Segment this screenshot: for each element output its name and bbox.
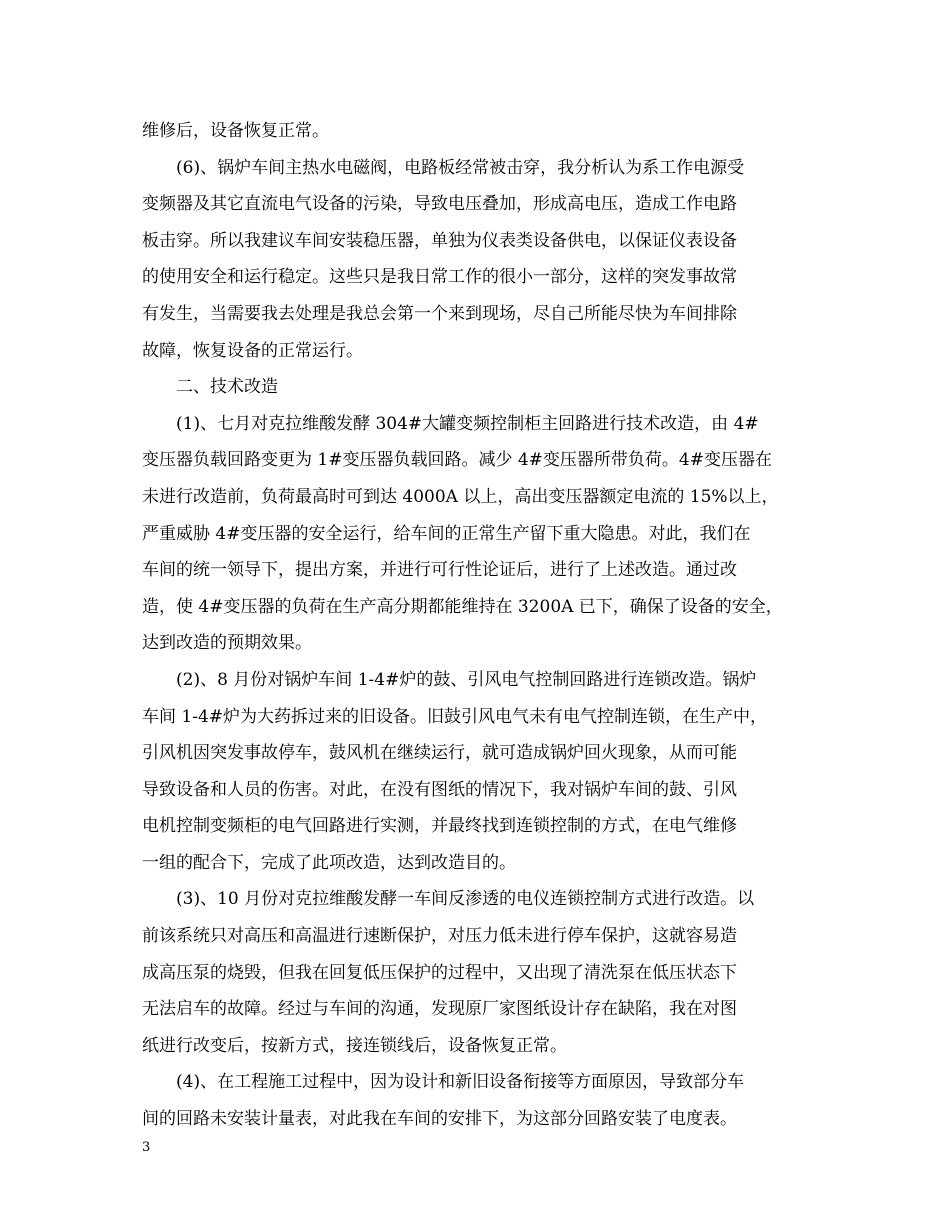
text-line: 无法启车的故障。经过与车间的沟通，发现原厂家图纸设计存在缺陷，我在对图 bbox=[142, 999, 737, 1020]
text-line: 维修后，设备恢复正常。 bbox=[142, 121, 329, 141]
section-heading: 二、技术改造 bbox=[176, 377, 278, 398]
text-line: 未进行改造前，负荷最高时可到达 4000A 以上，高出变压器额定电流的 15%以上， bbox=[142, 486, 779, 507]
text-line: 的使用安全和运行稳定。这些只是我日常工作的很小一部分，这样的突发事故常 bbox=[142, 267, 737, 288]
text-line: 达到改造的预期效果。 bbox=[142, 633, 312, 654]
text-line: 变压器负载回路变更为 1#变压器负载回路。减少 4#变压器所带负荷。4#变压器在 bbox=[142, 450, 772, 471]
document-body bbox=[142, 113, 822, 1138]
paragraph-line-3-start: (3)、10 月份对克拉维酸发酵一车间反渗透的电仪连锁控制方式进行改造。以 bbox=[176, 889, 755, 910]
text-line: 引风机因突发事故停车，鼓风机在继续运行，就可造成锅炉回火现象，从而可能 bbox=[142, 743, 737, 764]
paragraph-line-2-start: (2)、8 月份对锅炉车间 1-4#炉的鼓、引风电气控制回路进行连锁改造。锅炉 bbox=[176, 669, 757, 690]
text-line: 变频器及其它直流电气设备的污染，导致电压叠加，形成高电压，造成工作电路 bbox=[142, 194, 737, 215]
text-line: 间的回路未安装计量表，对此我在车间的安排下，为这部分回路安装了电度表。 bbox=[142, 1109, 737, 1130]
text-line: 车间 1-4#炉为大药拆过来的旧设备。旧鼓引风电气未有电气控制连锁，在生产中， bbox=[142, 706, 768, 727]
page-number: 3 bbox=[142, 1140, 151, 1155]
paragraph-line-6-start: (6)、锅炉车间主热水电磁阀，电路板经常被击穿，我分析认为系工作电源受 bbox=[176, 157, 745, 178]
text-line: 故障，恢复设备的正常运行。 bbox=[142, 340, 363, 361]
paragraph-line-4-start: (4)、在工程施工过程中，因为设计和新旧设备衔接等方面原因，导致部分车 bbox=[176, 1072, 745, 1093]
text-line: 导致设备和人员的伤害。对此，在没有图纸的情况下，我对锅炉车间的鼓、引风 bbox=[142, 779, 737, 800]
text-line: 板击穿。所以我建议车间安装稳压器，单独为仪表类设备供电，以保证仪表设备 bbox=[142, 230, 737, 251]
text-line: 前该系统只对高压和高温进行速断保护，对压力低未进行停车保护，这就容易造 bbox=[142, 926, 737, 947]
text-line: 有发生，当需要我去处理是我总会第一个来到现场，尽自己所能尽快为车间排除 bbox=[142, 303, 737, 324]
text-line: 纸进行改变后，按新方式，接连锁线后，设备恢复正常。 bbox=[142, 1035, 567, 1056]
text-line: 车间的统一领导下，提出方案，并进行可行性论证后，进行了上述改造。通过改 bbox=[142, 560, 737, 581]
paragraph-line-1-start: (1)、七月对克拉维酸发酵 304#大罐变频控制柜主回路进行技术改造，由 4# bbox=[176, 413, 759, 434]
text-line: 成高压泵的烧毁，但我在回复低压保护的过程中，又出现了清洗泵在低压状态下 bbox=[142, 962, 737, 983]
text-line: 严重威胁 4#变压器的安全运行，给车间的正常生产留下重大隐患。对此，我们在 bbox=[142, 523, 751, 544]
text-line: 电机控制变频柜的电气回路进行实测，并最终找到连锁控制的方式，在电气维修 bbox=[142, 816, 737, 837]
text-line: 一组的配合下，完成了此项改造，达到改造目的。 bbox=[142, 852, 516, 873]
text-line: 造，使 4#变压器的负荷在生产高分期都能维持在 3200A 已下，确保了设备的安全， bbox=[142, 596, 783, 617]
